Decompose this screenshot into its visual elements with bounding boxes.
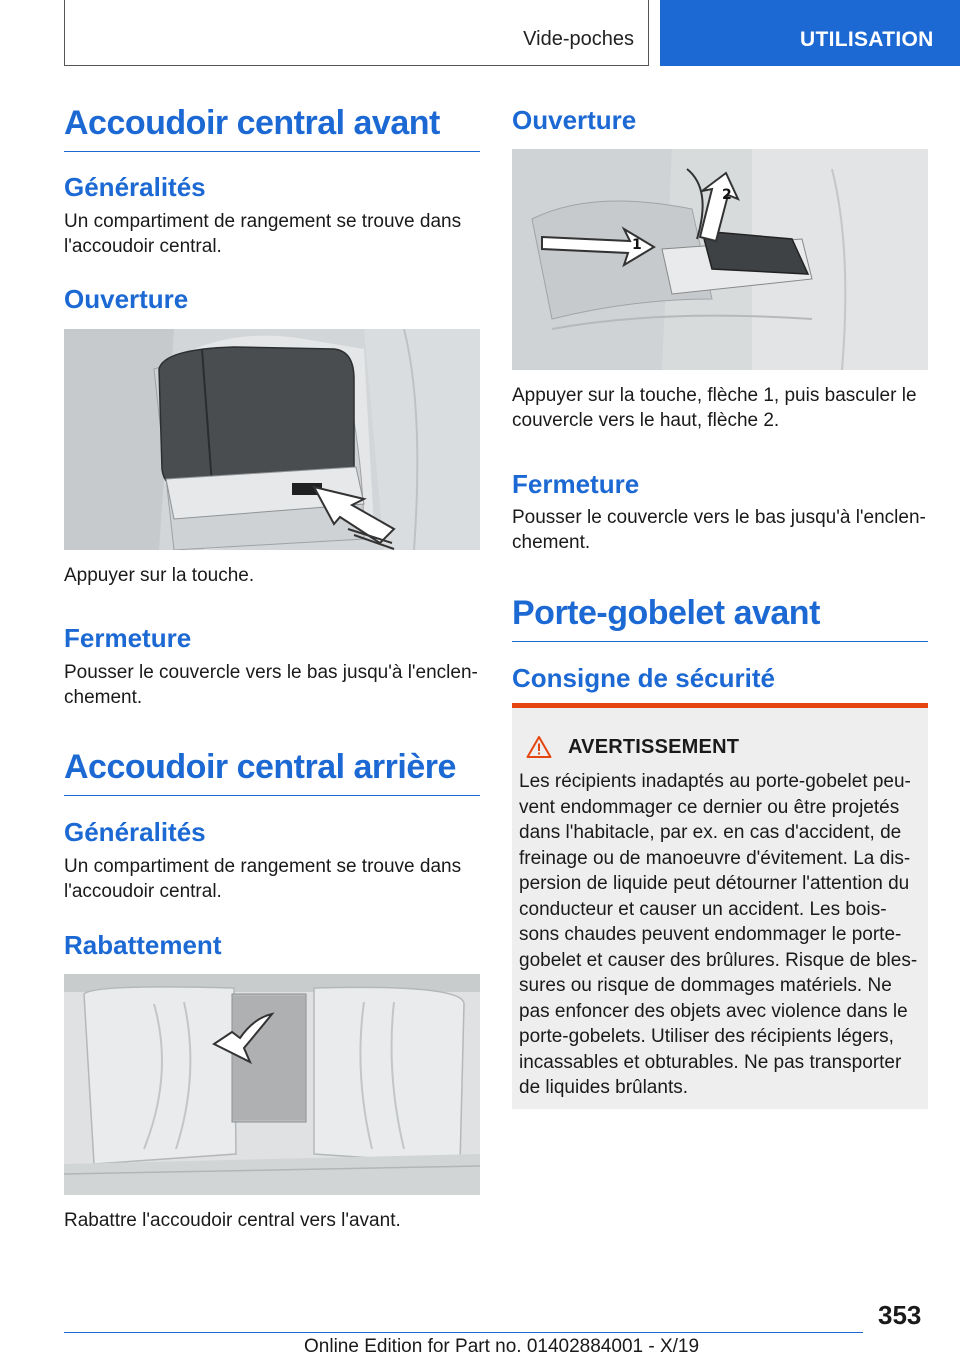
- warning-title: AVERTISSEMENT: [568, 735, 740, 758]
- figure-rear-armrest-opening: [512, 149, 928, 370]
- footer-edition: Online Edition for Part no. 01402884001 - X/19: [304, 1336, 700, 1357]
- heading-folding: Rabattement: [64, 930, 222, 960]
- heading-front-armrest: Accoudoir central avant: [64, 104, 480, 152]
- header-chapter-tab: [660, 0, 960, 66]
- heading-safety: Consigne de sécurité: [512, 663, 775, 693]
- front-armrest-illustration: [64, 329, 480, 550]
- heading-rear-armrest: Accoudoir central arrière: [64, 748, 480, 796]
- text-opening-rear: Appuyer sur la touche, flèche 1, puis basculer le couvercle vers le haut, flèche 2.: [512, 385, 917, 431]
- text-closing-front: Pousser le couvercle vers le bas jusqu'à l'enclen-chement.: [64, 662, 478, 708]
- text-general-rear: Un compartiment de rangement se trouve dans l'accoudoir central.: [64, 856, 462, 902]
- arrow-2-label: 2: [722, 187, 732, 203]
- heading-opening-rear: Ouverture: [512, 105, 637, 135]
- heading-cupholder: Porte-gobelet avant: [512, 594, 928, 642]
- text-general-front: Un compartiment de rangement se trouve dans l'accoudoir central.: [64, 211, 462, 257]
- header-chapter-title: UTILISATION: [800, 28, 934, 51]
- heading-closing-front: Fermeture: [64, 623, 192, 653]
- arrow-1-label: 1: [632, 237, 642, 253]
- text-folding: Rabattre l'accoudoir central vers l'avant.: [64, 1210, 401, 1231]
- warning-triangle-icon: [526, 735, 552, 759]
- header-section-title: Vide-poches: [523, 28, 634, 50]
- rear-armrest-opening-illustration: [512, 149, 928, 370]
- heading-opening-front: Ouverture: [64, 284, 189, 314]
- warning-box: [512, 703, 928, 1109]
- heading-general-rear: Généralités: [64, 817, 206, 847]
- rear-seat-illustration: [64, 974, 480, 1195]
- figure-front-armrest-opening: [64, 329, 480, 550]
- text-press-button: Appuyer sur la touche.: [64, 565, 255, 586]
- header-section-box: [64, 0, 649, 66]
- text-closing-rear: Pousser le couvercle vers le bas jusqu'à l'enclen-chement.: [512, 507, 926, 553]
- heading-closing-rear: Fermeture: [512, 469, 640, 499]
- warning-header: [526, 735, 739, 759]
- heading-general-front: Généralités: [64, 172, 206, 202]
- figure-rear-armrest-folding: [64, 974, 480, 1195]
- page-number: 353: [878, 1300, 922, 1330]
- footer-divider: [64, 1332, 863, 1333]
- warning-text: Les récipients inadaptés au porte-gobelet peu-vent endommager ce dernier ou être projetés dans l'habitacle, par ex. en cas d'accident, de freinage ou de manoeuvre d'évitement. La dis-persion de liquide peut détourner l'attention du conducteur et causer un accident. Les bois-sons chaudes peuvent endommager le porte-gobelet et causer des brûlures. Risque de bles-sures ou risque de dommages matériels. Ne pas enfoncer des objets avec violence dans le porte-gobelets. Utiliser des récipients légers, incassables et obturables. Ne pas transporter de liquides brûlants.: [519, 771, 918, 1098]
